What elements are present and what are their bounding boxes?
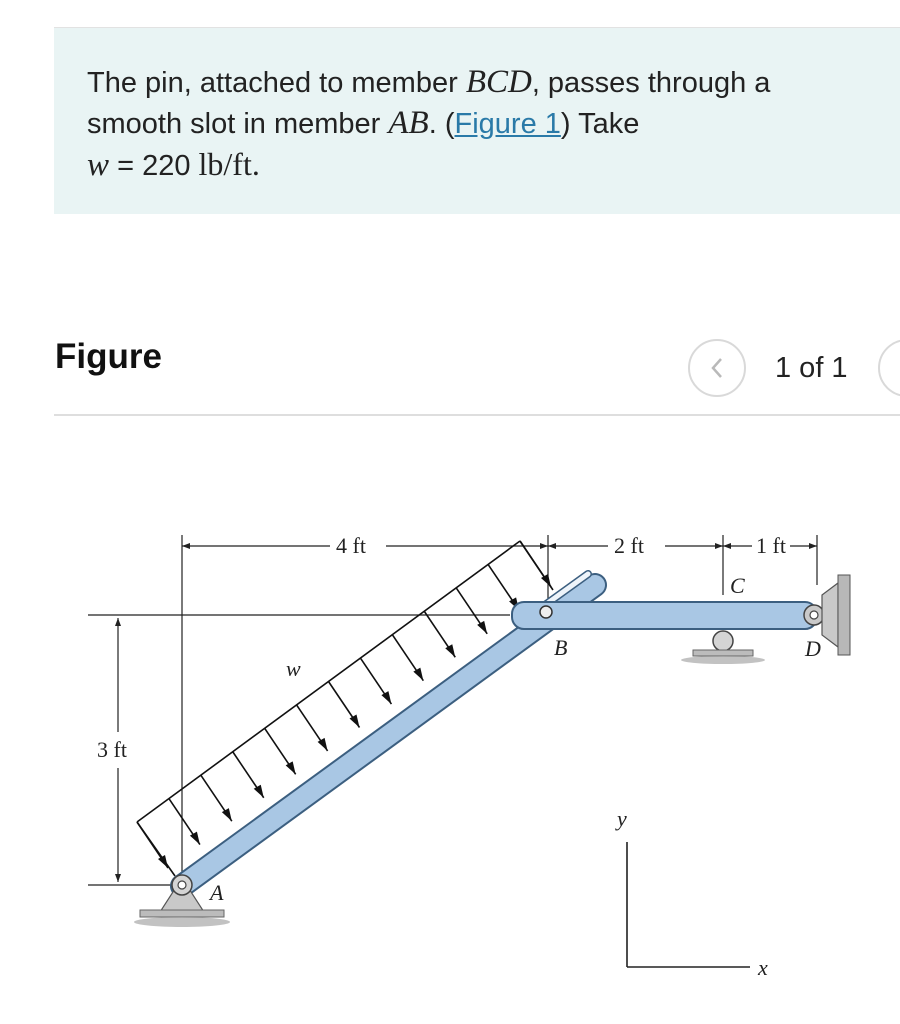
problem-text-line2-prefix: smooth slot in member — [87, 108, 389, 140]
point-b-label: B — [554, 635, 568, 660]
coordinate-axes — [627, 842, 750, 967]
w-units: lb/ft. — [198, 146, 260, 182]
pin-b — [540, 606, 552, 618]
load-arrow-head — [381, 691, 391, 704]
x-axis-label: x — [758, 955, 768, 980]
figure-page-indicator: 1 of 1 — [775, 352, 848, 384]
problem-text-line2-suffix: ) Take — [560, 108, 640, 140]
load-arrow-head — [190, 832, 200, 845]
load-arrow-head — [541, 574, 551, 587]
dimension-ticks — [115, 543, 817, 882]
problem-text-line2-mid: . ( — [428, 108, 455, 140]
dim-2ft-label: 2 ft — [614, 533, 644, 558]
load-arrow-head — [158, 855, 168, 868]
member-bcd — [512, 602, 817, 629]
load-arrow-head — [254, 785, 264, 798]
member-bcd-symbol: BCD — [465, 64, 532, 100]
dim-3ft-label: 3 ft — [97, 737, 127, 762]
point-a-label: A — [210, 880, 224, 905]
load-arrow-head — [445, 644, 455, 657]
load-arrow-head — [286, 761, 296, 774]
load-arrow-head — [350, 715, 360, 728]
point-c-label: C — [730, 573, 745, 598]
dim-4ft-label: 4 ft — [336, 533, 366, 558]
figure-1-link[interactable]: Figure 1 — [454, 108, 561, 140]
w-symbol: w — [87, 147, 110, 183]
load-w-label: w — [286, 656, 301, 681]
w-equals-value: = 220 — [109, 150, 199, 182]
dim-1ft-label: 1 ft — [756, 533, 786, 558]
load-arrow-head — [477, 621, 487, 634]
dimension-lines — [88, 535, 817, 885]
roller-support-c — [681, 631, 765, 664]
load-arrow-head — [222, 808, 232, 821]
load-arrows — [137, 541, 551, 868]
load-arrow-head — [413, 668, 423, 681]
y-axis-label: y — [617, 806, 627, 831]
point-d-label: D — [805, 636, 821, 661]
problem-text-line1-prefix: The pin, attached to member — [87, 67, 466, 99]
member-ab-symbol: AB — [388, 105, 429, 141]
figure-heading: Figure — [55, 337, 162, 376]
problem-text-line1-suffix: , passes through a — [531, 67, 771, 99]
load-arrow-head — [318, 738, 328, 751]
distributed-load — [137, 541, 553, 876]
